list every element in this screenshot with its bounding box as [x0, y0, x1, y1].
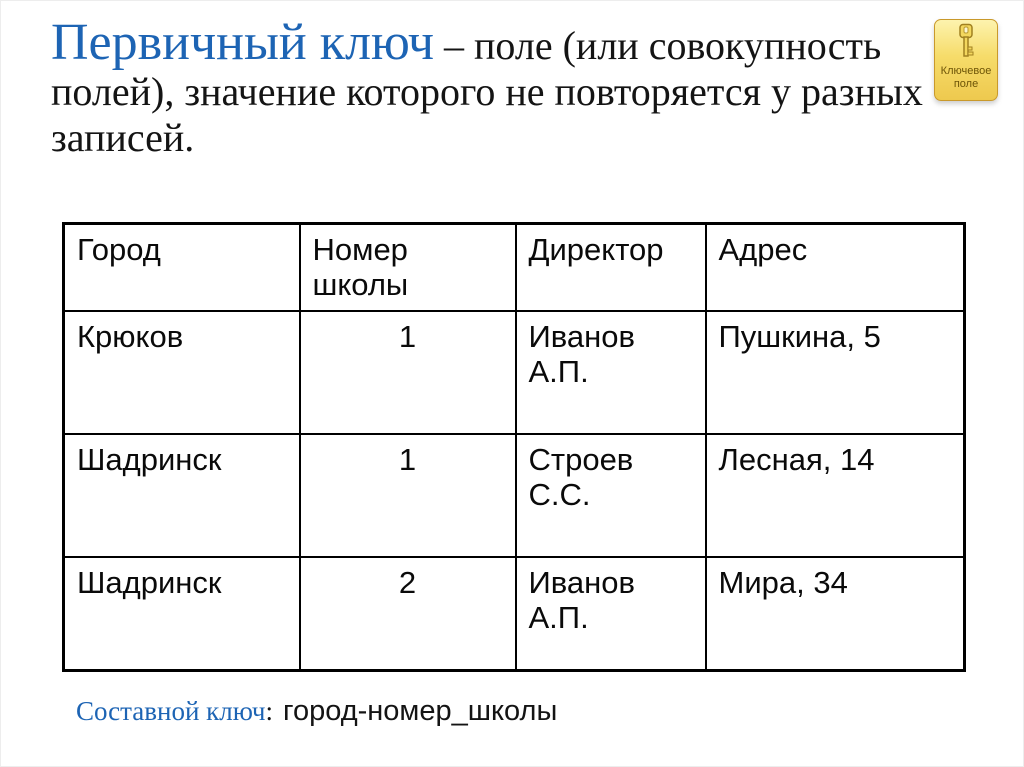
column-header-address: Адрес: [706, 224, 965, 312]
composite-key-note: [76, 695, 557, 728]
table-row: [64, 557, 965, 670]
cell-director: Строев С.С.: [516, 434, 706, 557]
column-header-school-number: Номер школы: [300, 224, 516, 312]
cell-director: Иванов А.П.: [516, 557, 706, 670]
table-row: [64, 311, 965, 434]
table-header-row: [64, 224, 965, 312]
cell-director: Иванов А.П.: [516, 311, 706, 434]
column-header-director: Директор: [516, 224, 706, 312]
title-keyword: Первичный ключ: [51, 14, 434, 71]
key-icon: [954, 23, 978, 64]
cell-city: Крюков: [64, 311, 300, 434]
title-line-2: полей), значение которого не повторяется у разных: [51, 69, 923, 114]
title-line-1: [51, 14, 1001, 71]
composite-key-value: город-номер_школы: [283, 695, 558, 727]
table-row: [64, 434, 965, 557]
key-badge-label: Ключевое поле: [940, 65, 992, 90]
cell-address: Мира, 34: [706, 557, 965, 670]
title-line-3: записей.: [51, 115, 195, 160]
key-field-badge: [934, 19, 998, 101]
schools-table: [62, 222, 966, 672]
title-line-1-rest: – поле (или совокупность: [434, 23, 882, 68]
cell-city: Шадринск: [64, 434, 300, 557]
page-title: [51, 14, 1001, 161]
composite-key-colon: :: [265, 696, 274, 726]
column-header-city: Город: [64, 224, 300, 312]
cell-school-number: 1: [300, 434, 516, 557]
cell-address: Лесная, 14: [706, 434, 965, 557]
cell-school-number: 2: [300, 557, 516, 670]
cell-city: Шадринск: [64, 557, 300, 670]
cell-address: Пушкина, 5: [706, 311, 965, 434]
cell-school-number: 1: [300, 311, 516, 434]
composite-key-label: Составной ключ: [76, 696, 266, 726]
